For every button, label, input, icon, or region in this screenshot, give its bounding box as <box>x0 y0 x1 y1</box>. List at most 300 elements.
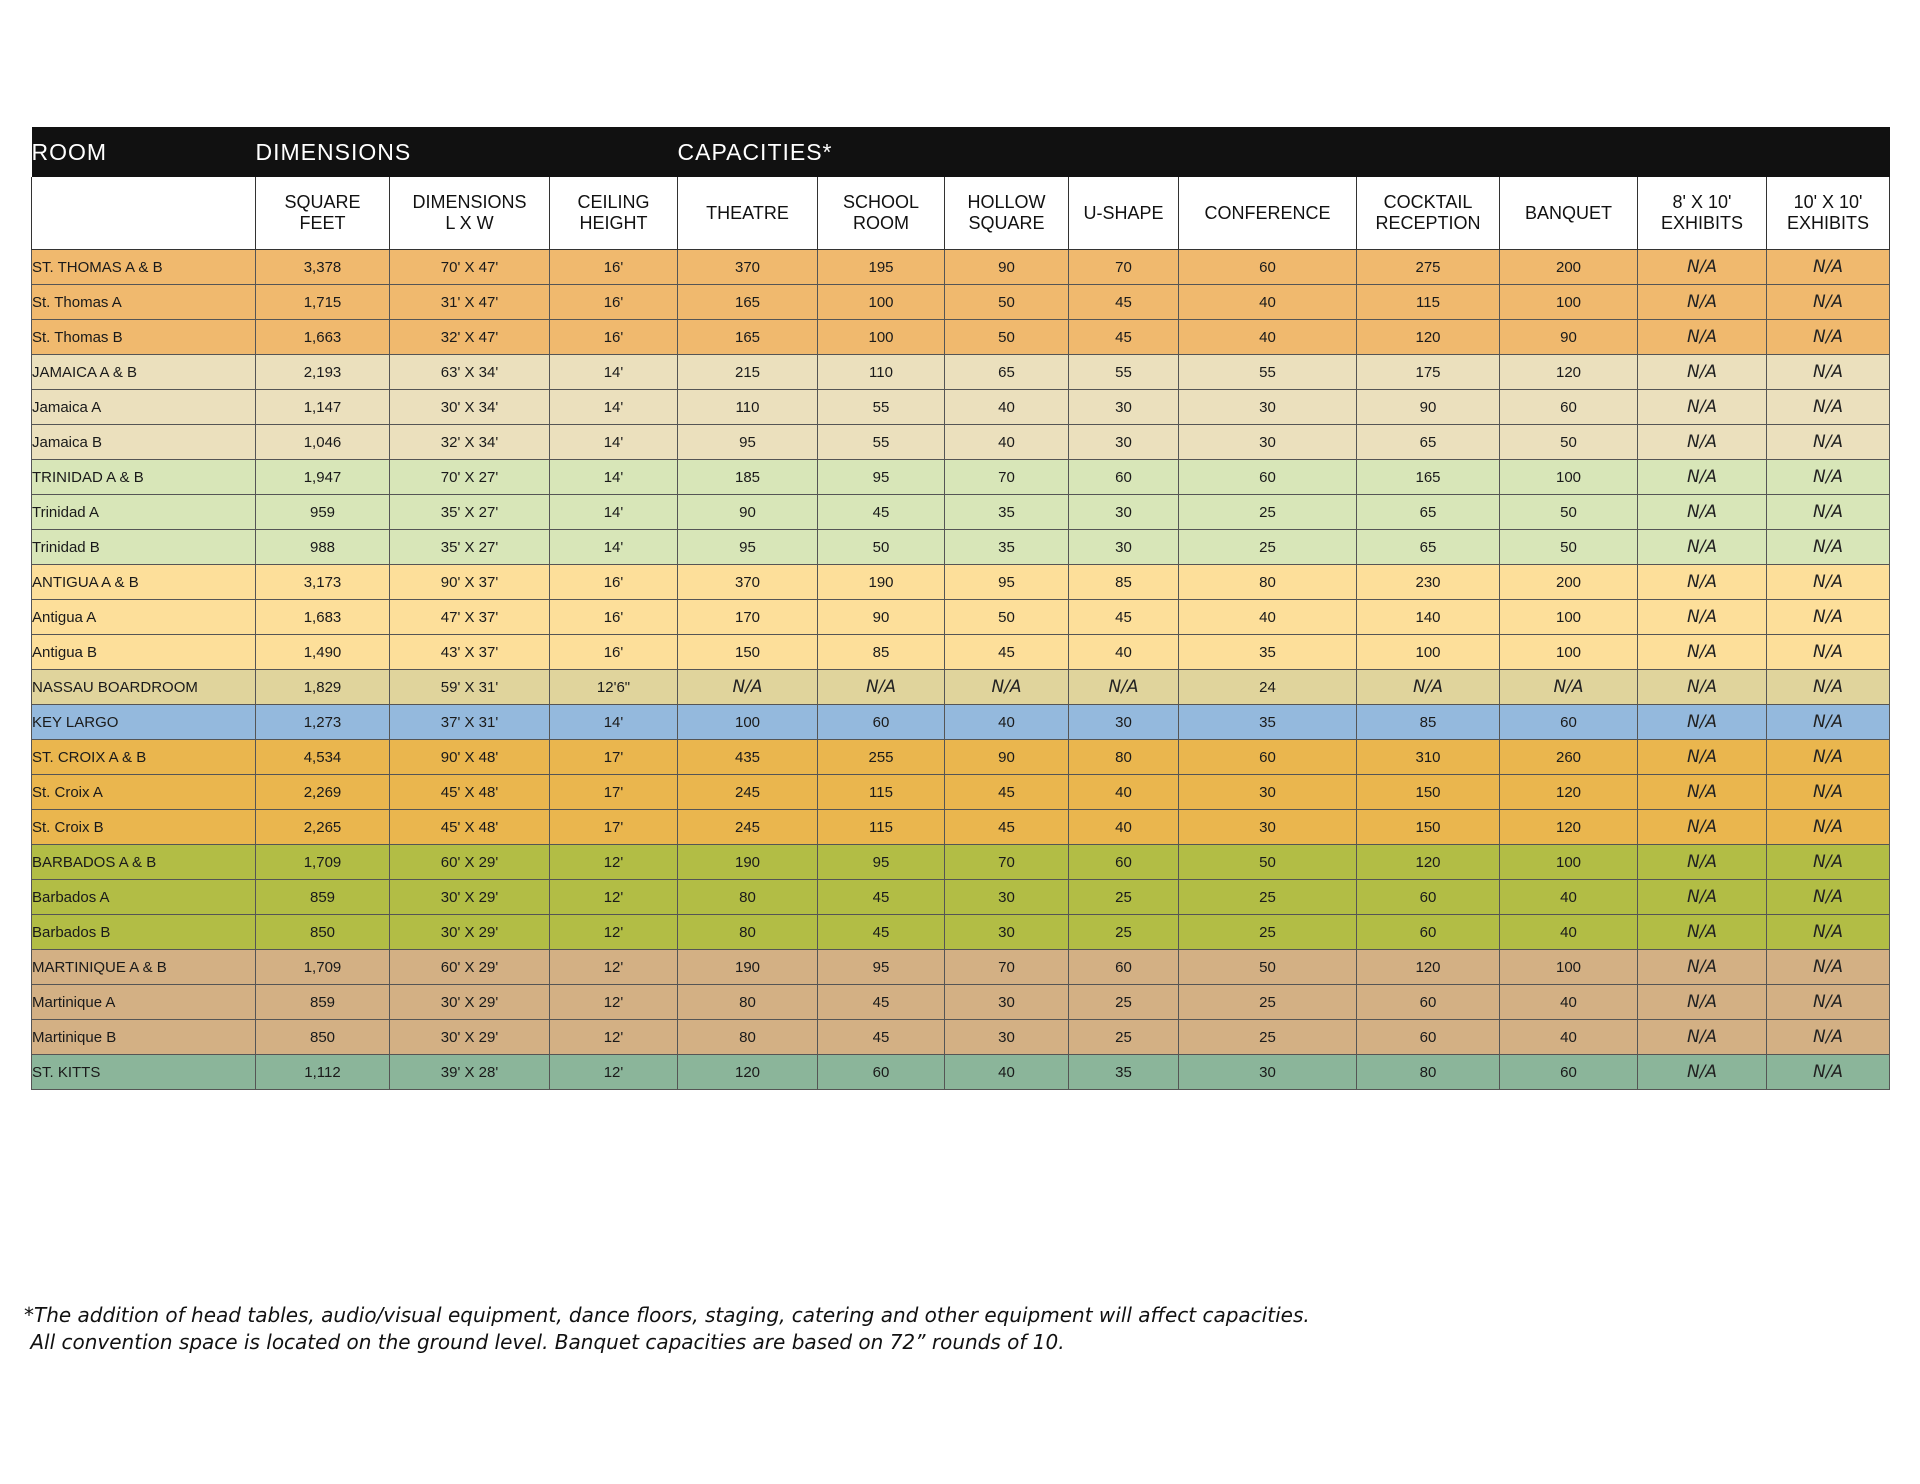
capacities-band-label: CAPACITIES* <box>678 127 1890 177</box>
cell-conference: 35 <box>1179 635 1357 670</box>
cell-theatre: 245 <box>678 810 818 845</box>
cell-conference: 60 <box>1179 250 1357 285</box>
cell-cocktail-reception: 100 <box>1357 635 1500 670</box>
cell-cocktail-reception: 120 <box>1357 950 1500 985</box>
cell-exhibits-10x10: N/A <box>1767 670 1890 705</box>
cell-u-shape: N/A <box>1069 670 1179 705</box>
cell-square-feet: 3,378 <box>256 250 390 285</box>
cell-banquet: 100 <box>1500 460 1638 495</box>
cell-theatre: 150 <box>678 635 818 670</box>
cell-hollow-square: 95 <box>945 565 1069 600</box>
column-header-line: SCHOOL <box>843 192 920 212</box>
column-header-line: 8' X 10' <box>1672 192 1732 212</box>
column-header-line: EXHIBITS <box>1661 213 1744 233</box>
table-row <box>32 670 1890 705</box>
cell-cocktail-reception: 60 <box>1357 915 1500 950</box>
column-header-hollow-square <box>945 177 1069 250</box>
cell-ceiling-height: 14' <box>550 495 678 530</box>
cell-square-feet: 1,112 <box>256 1055 390 1090</box>
table-row <box>32 845 1890 880</box>
room-name-cell: Barbados B <box>32 915 256 950</box>
column-header-line: EXHIBITS <box>1787 213 1870 233</box>
header-band <box>32 127 1890 177</box>
column-header-line: COCKTAIL <box>1383 192 1473 212</box>
cell-square-feet: 850 <box>256 1020 390 1055</box>
dimensions-band-label: DIMENSIONS <box>256 127 678 177</box>
cell-theatre: 95 <box>678 425 818 460</box>
cell-banquet: 120 <box>1500 775 1638 810</box>
cell-theatre: 170 <box>678 600 818 635</box>
column-header-line: HEIGHT <box>579 213 648 233</box>
table-row <box>32 285 1890 320</box>
cell-hollow-square: 30 <box>945 915 1069 950</box>
cell-banquet: 50 <box>1500 495 1638 530</box>
cell-school-room: 45 <box>818 880 945 915</box>
cell-banquet: 100 <box>1500 845 1638 880</box>
cell-hollow-square: 50 <box>945 285 1069 320</box>
table-row <box>32 950 1890 985</box>
cell-cocktail-reception: 65 <box>1357 495 1500 530</box>
cell-hollow-square: 90 <box>945 250 1069 285</box>
cell-theatre: 90 <box>678 495 818 530</box>
cell-dimensions-lxw: 30' X 29' <box>390 985 550 1020</box>
cell-conference: 25 <box>1179 530 1357 565</box>
column-header-room <box>32 177 256 250</box>
cell-cocktail-reception: 60 <box>1357 985 1500 1020</box>
table-row <box>32 1020 1890 1055</box>
cell-u-shape: 60 <box>1069 845 1179 880</box>
cell-hollow-square: 40 <box>945 1055 1069 1090</box>
cell-school-room: 95 <box>818 845 945 880</box>
cell-ceiling-height: 12' <box>550 845 678 880</box>
cell-school-room: 255 <box>818 740 945 775</box>
cell-u-shape: 45 <box>1069 600 1179 635</box>
cell-exhibits-10x10: N/A <box>1767 775 1890 810</box>
column-header-exhibits-8x10 <box>1638 177 1767 250</box>
cell-theatre: 435 <box>678 740 818 775</box>
room-name-cell: TRINIDAD A & B <box>32 460 256 495</box>
room-name-cell: St. Croix B <box>32 810 256 845</box>
cell-exhibits-10x10: N/A <box>1767 390 1890 425</box>
cell-exhibits-10x10: N/A <box>1767 320 1890 355</box>
cell-conference: 60 <box>1179 460 1357 495</box>
cell-banquet: 90 <box>1500 320 1638 355</box>
room-name-cell: ST. CROIX A & B <box>32 740 256 775</box>
cell-banquet: 40 <box>1500 880 1638 915</box>
cell-ceiling-height: 16' <box>550 600 678 635</box>
cell-cocktail-reception: 85 <box>1357 705 1500 740</box>
cell-exhibits-10x10: N/A <box>1767 530 1890 565</box>
cell-cocktail-reception: 175 <box>1357 355 1500 390</box>
cell-exhibits-10x10: N/A <box>1767 1055 1890 1090</box>
cell-banquet: 100 <box>1500 285 1638 320</box>
cell-u-shape: 25 <box>1069 1020 1179 1055</box>
room-band-label: ROOM <box>32 127 256 177</box>
cell-ceiling-height: 16' <box>550 320 678 355</box>
cell-hollow-square: N/A <box>945 670 1069 705</box>
cell-exhibits-10x10: N/A <box>1767 810 1890 845</box>
cell-exhibits-10x10: N/A <box>1767 460 1890 495</box>
cell-banquet: 60 <box>1500 390 1638 425</box>
column-header-line: THEATRE <box>706 202 789 223</box>
cell-square-feet: 4,534 <box>256 740 390 775</box>
cell-school-room: 60 <box>818 1055 945 1090</box>
cell-exhibits-8x10: N/A <box>1638 880 1767 915</box>
cell-ceiling-height: 14' <box>550 425 678 460</box>
cell-exhibits-10x10: N/A <box>1767 1020 1890 1055</box>
column-header-cocktail-reception <box>1357 177 1500 250</box>
cell-exhibits-10x10: N/A <box>1767 635 1890 670</box>
cell-school-room: 60 <box>818 705 945 740</box>
cell-school-room: 195 <box>818 250 945 285</box>
column-header-line: SQUARE <box>284 192 361 212</box>
cell-ceiling-height: 14' <box>550 530 678 565</box>
cell-banquet: 40 <box>1500 985 1638 1020</box>
cell-dimensions-lxw: 63' X 34' <box>390 355 550 390</box>
cell-exhibits-8x10: N/A <box>1638 600 1767 635</box>
cell-cocktail-reception: 310 <box>1357 740 1500 775</box>
cell-exhibits-8x10: N/A <box>1638 355 1767 390</box>
room-name-cell: KEY LARGO <box>32 705 256 740</box>
cell-cocktail-reception: 60 <box>1357 880 1500 915</box>
cell-u-shape: 30 <box>1069 390 1179 425</box>
cell-conference: 60 <box>1179 740 1357 775</box>
table-row <box>32 460 1890 495</box>
cell-exhibits-8x10: N/A <box>1638 740 1767 775</box>
cell-cocktail-reception: 65 <box>1357 425 1500 460</box>
cell-exhibits-8x10: N/A <box>1638 810 1767 845</box>
column-header-line: CONFERENCE <box>1204 202 1331 223</box>
room-name-cell: St. Thomas A <box>32 285 256 320</box>
cell-exhibits-8x10: N/A <box>1638 705 1767 740</box>
cell-banquet: 50 <box>1500 425 1638 460</box>
cell-hollow-square: 65 <box>945 355 1069 390</box>
cell-school-room: 55 <box>818 425 945 460</box>
cell-school-room: 45 <box>818 915 945 950</box>
room-name-cell: MARTINIQUE A & B <box>32 950 256 985</box>
cell-exhibits-8x10: N/A <box>1638 1055 1767 1090</box>
cell-banquet: 60 <box>1500 1055 1638 1090</box>
table-row <box>32 810 1890 845</box>
cell-theatre: 100 <box>678 705 818 740</box>
cell-theatre: 95 <box>678 530 818 565</box>
cell-conference: 80 <box>1179 565 1357 600</box>
cell-school-room: 50 <box>818 530 945 565</box>
cell-square-feet: 1,709 <box>256 845 390 880</box>
cell-theatre: 190 <box>678 845 818 880</box>
room-name-cell: Trinidad A <box>32 495 256 530</box>
cell-dimensions-lxw: 35' X 27' <box>390 530 550 565</box>
cell-theatre: 245 <box>678 775 818 810</box>
room-name-cell: Jamaica B <box>32 425 256 460</box>
cell-ceiling-height: 16' <box>550 285 678 320</box>
cell-cocktail-reception: 150 <box>1357 810 1500 845</box>
cell-theatre: 190 <box>678 950 818 985</box>
table-row <box>32 425 1890 460</box>
cell-theatre: N/A <box>678 670 818 705</box>
cell-ceiling-height: 14' <box>550 390 678 425</box>
room-name-cell: Jamaica A <box>32 390 256 425</box>
cell-u-shape: 60 <box>1069 460 1179 495</box>
cell-square-feet: 1,947 <box>256 460 390 495</box>
cell-exhibits-10x10: N/A <box>1767 600 1890 635</box>
cell-school-room: N/A <box>818 670 945 705</box>
cell-banquet: 50 <box>1500 530 1638 565</box>
cell-banquet: N/A <box>1500 670 1638 705</box>
cell-exhibits-10x10: N/A <box>1767 425 1890 460</box>
column-header-line: BANQUET <box>1525 202 1613 223</box>
cell-dimensions-lxw: 90' X 48' <box>390 740 550 775</box>
cell-hollow-square: 70 <box>945 845 1069 880</box>
cell-hollow-square: 45 <box>945 810 1069 845</box>
cell-exhibits-8x10: N/A <box>1638 460 1767 495</box>
cell-exhibits-10x10: N/A <box>1767 495 1890 530</box>
column-header-line: DIMENSIONS <box>412 192 527 212</box>
column-header-school-room <box>818 177 945 250</box>
cell-dimensions-lxw: 59' X 31' <box>390 670 550 705</box>
cell-school-room: 110 <box>818 355 945 390</box>
cell-conference: 30 <box>1179 425 1357 460</box>
cell-dimensions-lxw: 45' X 48' <box>390 810 550 845</box>
cell-exhibits-8x10: N/A <box>1638 845 1767 880</box>
cell-u-shape: 60 <box>1069 950 1179 985</box>
room-name-cell: Trinidad B <box>32 530 256 565</box>
table-row <box>32 530 1890 565</box>
cell-dimensions-lxw: 60' X 29' <box>390 950 550 985</box>
cell-square-feet: 1,490 <box>256 635 390 670</box>
column-header-line: L X W <box>445 213 494 233</box>
cell-dimensions-lxw: 39' X 28' <box>390 1055 550 1090</box>
cell-hollow-square: 35 <box>945 495 1069 530</box>
cell-ceiling-height: 16' <box>550 250 678 285</box>
cell-dimensions-lxw: 37' X 31' <box>390 705 550 740</box>
room-name-cell: ANTIGUA A & B <box>32 565 256 600</box>
column-header-line: 10' X 10' <box>1793 192 1863 212</box>
cell-square-feet: 1,273 <box>256 705 390 740</box>
column-header-u-shape <box>1069 177 1179 250</box>
cell-hollow-square: 70 <box>945 460 1069 495</box>
cell-theatre: 80 <box>678 985 818 1020</box>
cell-square-feet: 859 <box>256 985 390 1020</box>
cell-ceiling-height: 14' <box>550 355 678 390</box>
cell-cocktail-reception: 120 <box>1357 320 1500 355</box>
cell-theatre: 80 <box>678 880 818 915</box>
table-row <box>32 495 1890 530</box>
cell-school-room: 95 <box>818 460 945 495</box>
cell-theatre: 165 <box>678 285 818 320</box>
cell-cocktail-reception: 275 <box>1357 250 1500 285</box>
cell-square-feet: 1,715 <box>256 285 390 320</box>
cell-theatre: 370 <box>678 250 818 285</box>
cell-square-feet: 1,147 <box>256 390 390 425</box>
column-header-row <box>32 177 1890 250</box>
table-row <box>32 565 1890 600</box>
cell-hollow-square: 45 <box>945 635 1069 670</box>
cell-u-shape: 25 <box>1069 915 1179 950</box>
cell-cocktail-reception: 80 <box>1357 1055 1500 1090</box>
cell-school-room: 45 <box>818 985 945 1020</box>
cell-u-shape: 25 <box>1069 985 1179 1020</box>
cell-ceiling-height: 12' <box>550 880 678 915</box>
cell-school-room: 100 <box>818 320 945 355</box>
cell-u-shape: 40 <box>1069 775 1179 810</box>
cell-theatre: 370 <box>678 565 818 600</box>
cell-square-feet: 1,046 <box>256 425 390 460</box>
column-header-line: CEILING <box>577 192 650 212</box>
cell-u-shape: 30 <box>1069 530 1179 565</box>
cell-banquet: 40 <box>1500 1020 1638 1055</box>
cell-theatre: 80 <box>678 1020 818 1055</box>
cell-u-shape: 70 <box>1069 250 1179 285</box>
cell-exhibits-8x10: N/A <box>1638 635 1767 670</box>
cell-u-shape: 45 <box>1069 320 1179 355</box>
cell-hollow-square: 30 <box>945 985 1069 1020</box>
cell-square-feet: 1,663 <box>256 320 390 355</box>
cell-exhibits-8x10: N/A <box>1638 1020 1767 1055</box>
cell-u-shape: 40 <box>1069 810 1179 845</box>
room-name-cell: JAMAICA A & B <box>32 355 256 390</box>
column-header-conference <box>1179 177 1357 250</box>
cell-conference: 50 <box>1179 845 1357 880</box>
cell-cocktail-reception: 165 <box>1357 460 1500 495</box>
cell-theatre: 165 <box>678 320 818 355</box>
cell-exhibits-8x10: N/A <box>1638 390 1767 425</box>
cell-dimensions-lxw: 45' X 48' <box>390 775 550 810</box>
room-name-cell: Antigua B <box>32 635 256 670</box>
cell-ceiling-height: 12' <box>550 915 678 950</box>
cell-banquet: 100 <box>1500 635 1638 670</box>
cell-school-room: 45 <box>818 1020 945 1055</box>
table-row <box>32 915 1890 950</box>
table-row <box>32 600 1890 635</box>
cell-dimensions-lxw: 47' X 37' <box>390 600 550 635</box>
cell-exhibits-8x10: N/A <box>1638 250 1767 285</box>
cell-hollow-square: 50 <box>945 600 1069 635</box>
table-row <box>32 250 1890 285</box>
cell-ceiling-height: 16' <box>550 565 678 600</box>
cell-conference: 25 <box>1179 495 1357 530</box>
cell-dimensions-lxw: 60' X 29' <box>390 845 550 880</box>
cell-ceiling-height: 12' <box>550 950 678 985</box>
cell-exhibits-10x10: N/A <box>1767 705 1890 740</box>
cell-dimensions-lxw: 32' X 47' <box>390 320 550 355</box>
column-header-line: U-SHAPE <box>1083 202 1164 223</box>
cell-cocktail-reception: 65 <box>1357 530 1500 565</box>
cell-exhibits-10x10: N/A <box>1767 950 1890 985</box>
table-row <box>32 390 1890 425</box>
cell-exhibits-8x10: N/A <box>1638 285 1767 320</box>
cell-banquet: 60 <box>1500 705 1638 740</box>
cell-exhibits-8x10: N/A <box>1638 985 1767 1020</box>
cell-school-room: 55 <box>818 390 945 425</box>
cell-school-room: 90 <box>818 600 945 635</box>
cell-dimensions-lxw: 35' X 27' <box>390 495 550 530</box>
cell-school-room: 95 <box>818 950 945 985</box>
cell-school-room: 45 <box>818 495 945 530</box>
room-name-cell: St. Croix A <box>32 775 256 810</box>
cell-exhibits-10x10: N/A <box>1767 915 1890 950</box>
cell-dimensions-lxw: 90' X 37' <box>390 565 550 600</box>
cell-exhibits-8x10: N/A <box>1638 775 1767 810</box>
cell-dimensions-lxw: 30' X 34' <box>390 390 550 425</box>
cell-banquet: 260 <box>1500 740 1638 775</box>
cell-conference: 25 <box>1179 915 1357 950</box>
cell-square-feet: 859 <box>256 880 390 915</box>
cell-hollow-square: 50 <box>945 320 1069 355</box>
table-row <box>32 320 1890 355</box>
cell-ceiling-height: 17' <box>550 775 678 810</box>
cell-hollow-square: 40 <box>945 390 1069 425</box>
column-header-line: RECEPTION <box>1375 213 1481 233</box>
cell-cocktail-reception: 230 <box>1357 565 1500 600</box>
cell-square-feet: 1,829 <box>256 670 390 705</box>
table-row <box>32 880 1890 915</box>
room-name-cell: St. Thomas B <box>32 320 256 355</box>
room-name-cell: Martinique B <box>32 1020 256 1055</box>
cell-exhibits-8x10: N/A <box>1638 425 1767 460</box>
cell-ceiling-height: 14' <box>550 705 678 740</box>
cell-u-shape: 40 <box>1069 635 1179 670</box>
cell-exhibits-8x10: N/A <box>1638 915 1767 950</box>
cell-conference: 24 <box>1179 670 1357 705</box>
cell-ceiling-height: 16' <box>550 635 678 670</box>
cell-exhibits-10x10: N/A <box>1767 355 1890 390</box>
cell-ceiling-height: 17' <box>550 810 678 845</box>
cell-cocktail-reception: 150 <box>1357 775 1500 810</box>
cell-exhibits-10x10: N/A <box>1767 740 1890 775</box>
cell-cocktail-reception: 120 <box>1357 845 1500 880</box>
cell-ceiling-height: 17' <box>550 740 678 775</box>
cell-square-feet: 2,269 <box>256 775 390 810</box>
cell-banquet: 120 <box>1500 810 1638 845</box>
cell-school-room: 115 <box>818 775 945 810</box>
column-header-line: HOLLOW <box>967 192 1046 212</box>
cell-ceiling-height: 12' <box>550 985 678 1020</box>
cell-exhibits-10x10: N/A <box>1767 880 1890 915</box>
room-name-cell: ST. KITTS <box>32 1055 256 1090</box>
cell-dimensions-lxw: 32' X 34' <box>390 425 550 460</box>
room-name-cell: Antigua A <box>32 600 256 635</box>
cell-hollow-square: 40 <box>945 425 1069 460</box>
cell-u-shape: 55 <box>1069 355 1179 390</box>
table-row <box>32 355 1890 390</box>
cell-square-feet: 959 <box>256 495 390 530</box>
cell-exhibits-10x10: N/A <box>1767 285 1890 320</box>
cell-school-room: 85 <box>818 635 945 670</box>
column-header-dimensions-lxw <box>390 177 550 250</box>
cell-cocktail-reception: N/A <box>1357 670 1500 705</box>
column-header-theatre <box>678 177 818 250</box>
cell-u-shape: 30 <box>1069 495 1179 530</box>
cell-hollow-square: 90 <box>945 740 1069 775</box>
cell-theatre: 110 <box>678 390 818 425</box>
column-header-banquet <box>1500 177 1638 250</box>
cell-exhibits-8x10: N/A <box>1638 670 1767 705</box>
cell-exhibits-8x10: N/A <box>1638 565 1767 600</box>
cell-conference: 25 <box>1179 880 1357 915</box>
cell-square-feet: 2,193 <box>256 355 390 390</box>
table-row <box>32 740 1890 775</box>
column-header-exhibits-10x10 <box>1767 177 1890 250</box>
footnote-line-2: All convention space is located on the ground level. Banquet capacities are based on 72” rounds of 10. <box>24 1330 1065 1354</box>
table-row <box>32 635 1890 670</box>
cell-conference: 25 <box>1179 1020 1357 1055</box>
cell-square-feet: 3,173 <box>256 565 390 600</box>
cell-u-shape: 35 <box>1069 1055 1179 1090</box>
room-name-cell: BARBADOS A & B <box>32 845 256 880</box>
cell-conference: 55 <box>1179 355 1357 390</box>
room-name-cell: ST. THOMAS A & B <box>32 250 256 285</box>
